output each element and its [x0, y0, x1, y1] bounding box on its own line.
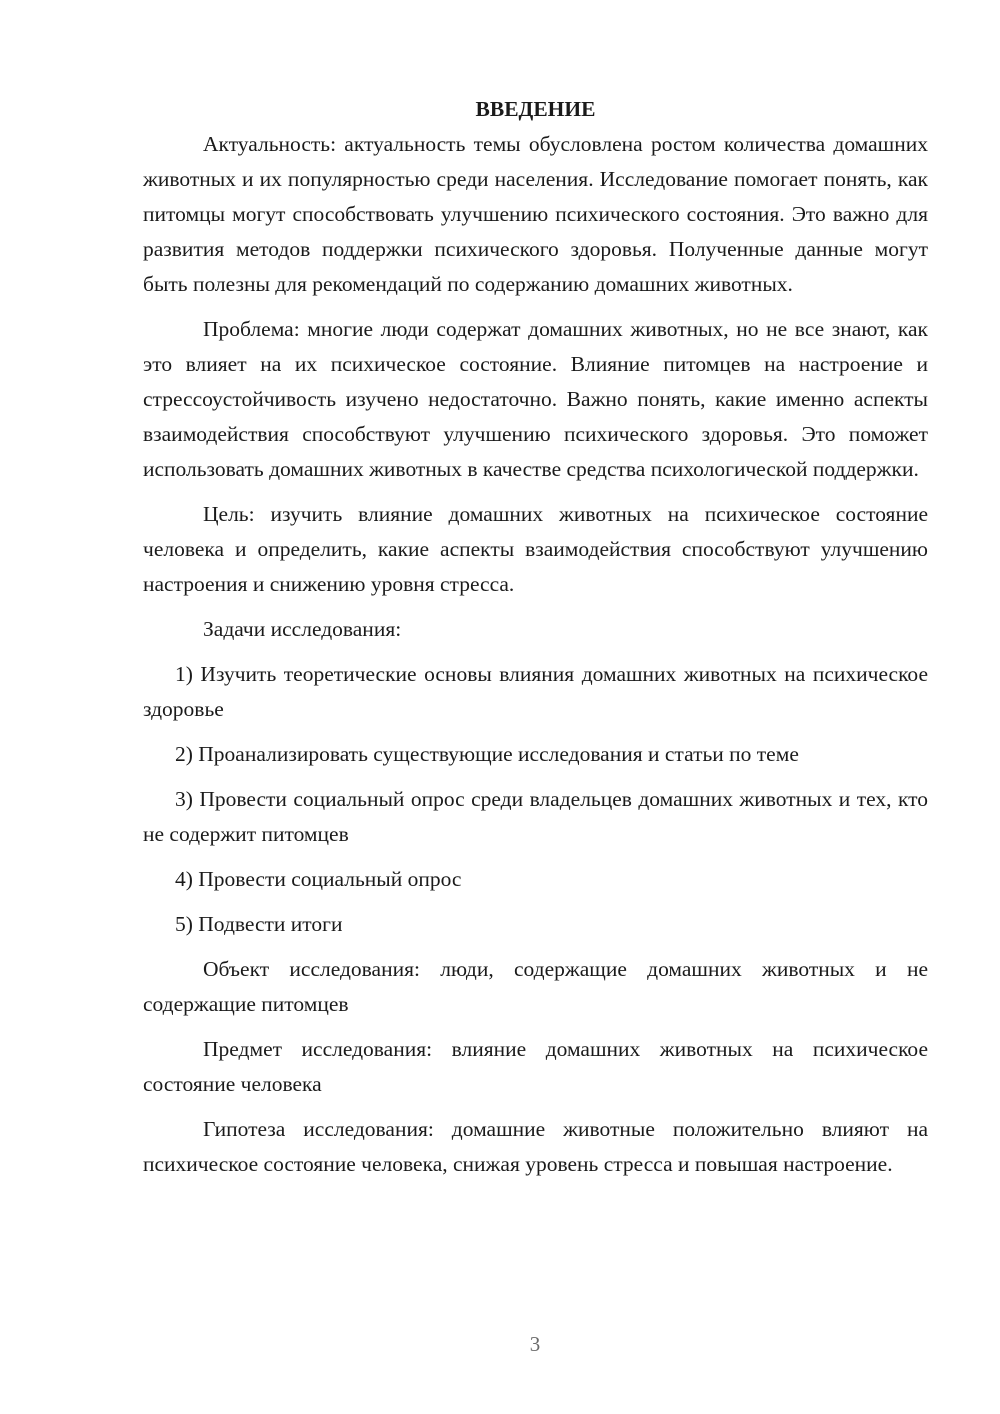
document-page	[143, 92, 928, 1182]
task-item-2: 2) Проанализировать существующие исследования и статьи по теме	[175, 742, 799, 766]
paragraph-subject: Предмет исследования: влияние домашних животных на психическое состояние человека	[143, 1037, 928, 1096]
paragraph-hypothesis: Гипотеза исследования: домашние животные положительно влияют на психическое состояние человека, снижая уровень стресса и повышая настроение.	[143, 1117, 928, 1176]
task-item-4: 4) Провести социальный опрос	[175, 867, 462, 891]
paragraph-object: Объект исследования: люди, содержащие домашних животных и не содержащие питомцев	[143, 957, 928, 1016]
section-heading: ВВЕДЕНИЕ	[475, 97, 596, 121]
paragraph-relevance: Актуальность: актуальность темы обусловлена ростом количества домашних животных и их популярностью среди населения. Исследование помогает понять, как питомцы могут способствовать улучшению психического состояния. Это важно для развития методов поддержки психического здоровья. Полученные данные могут быть полезны для рекомендаций по содержанию домашних животных.	[143, 132, 928, 296]
tasks-title: Задачи исследования:	[203, 617, 402, 641]
task-item-1: 1) Изучить теоретические основы влияния домашних животных на психическое здоровье	[143, 662, 928, 721]
paragraph-problem: Проблема: многие люди содержат домашних животных, но не все знают, как это влияет на их психическое состояние. Влияние питомцев на настроение и стрессоустойчивость изучено недостаточно. Важно понять, какие именно аспекты взаимодействия способствуют улучшению психического здоровья. Это поможет использовать домашних животных в качестве средства психологической поддержки.	[143, 317, 928, 481]
task-item-5: 5) Подвести итоги	[175, 912, 343, 936]
page-number: 3	[529, 1332, 541, 1356]
task-item-3: 3) Провести социальный опрос среди владельцев домашних животных и тех, кто не содержит питомцев	[143, 787, 928, 846]
paragraph-goal: Цель: изучить влияние домашних животных на психическое состояние человека и определить, какие аспекты взаимодействия способствуют улучшению настроения и снижению уровня стресса.	[143, 502, 928, 596]
